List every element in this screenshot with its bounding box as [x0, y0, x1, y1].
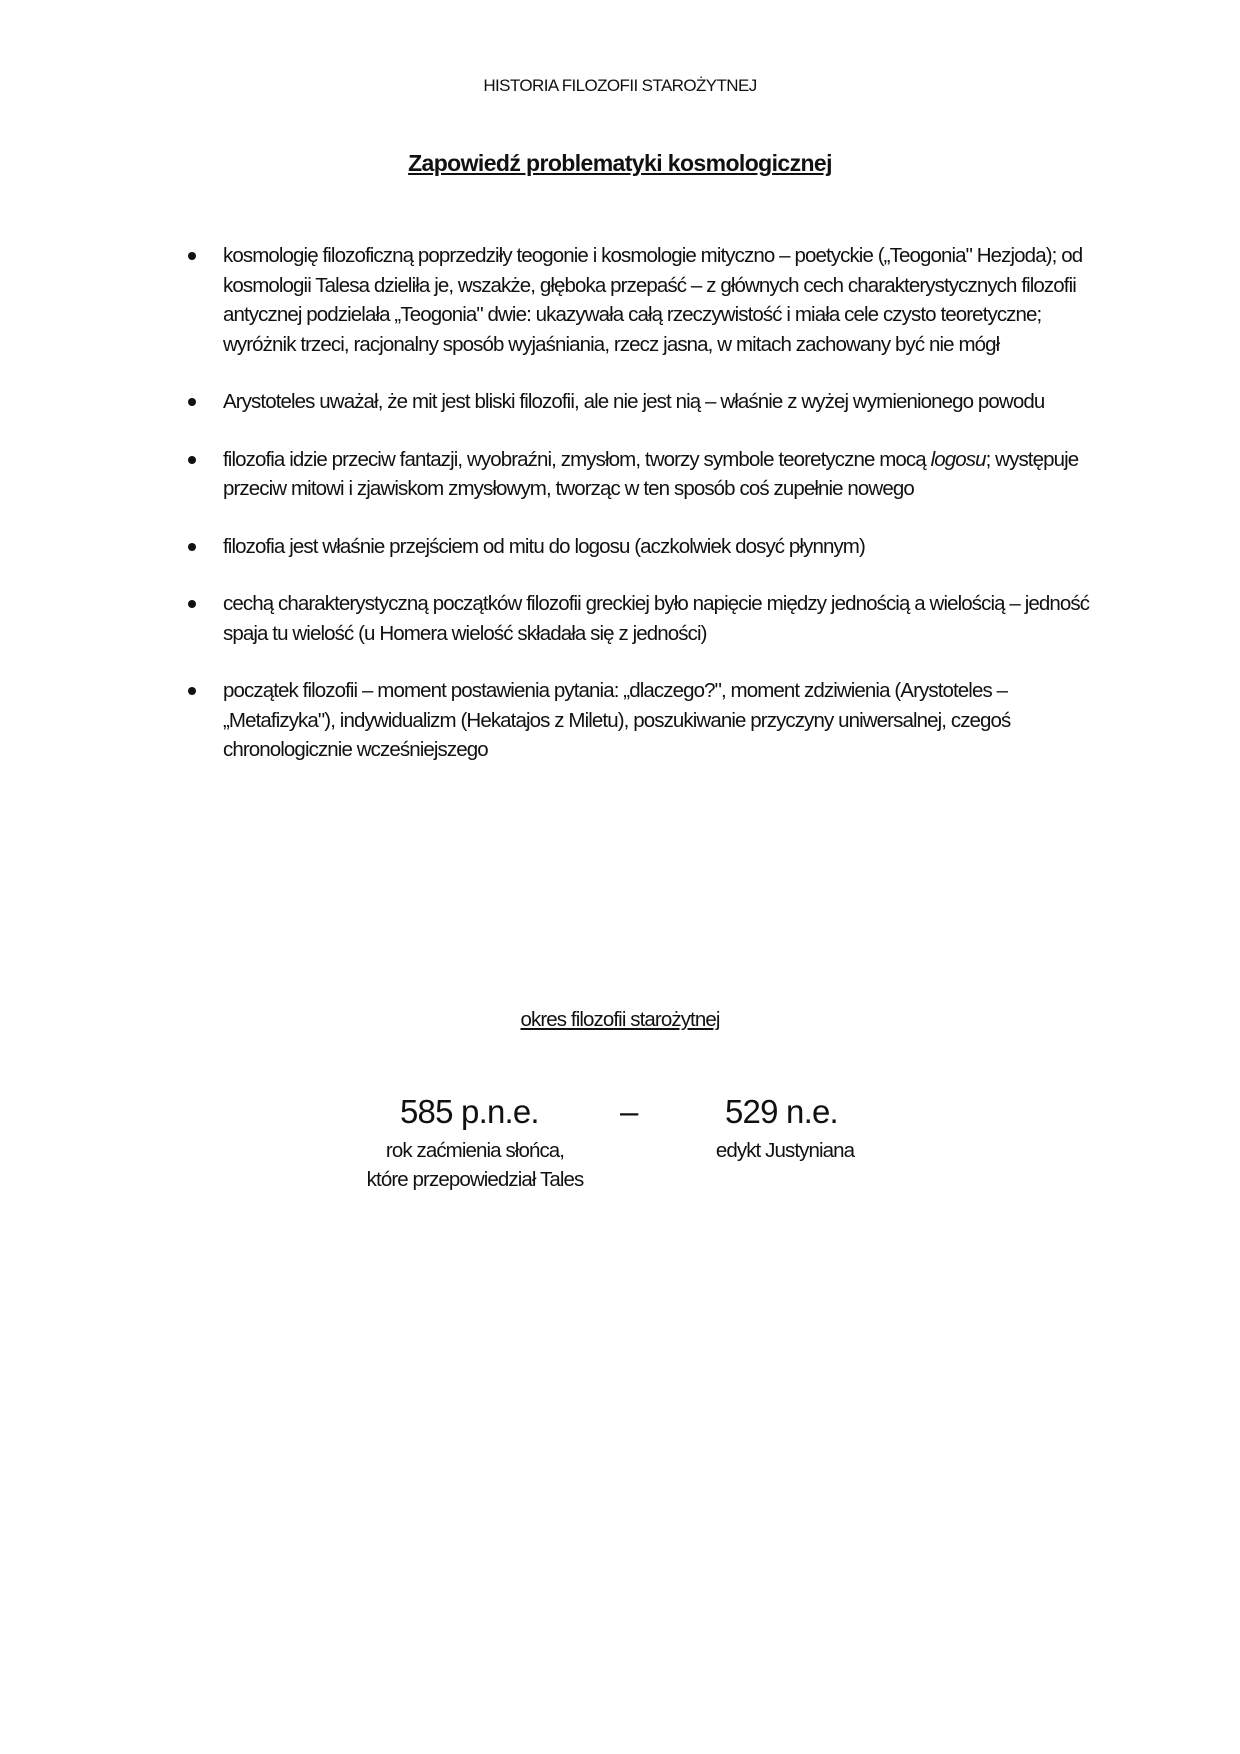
start-date: 585 p.n.e.	[400, 1093, 539, 1130]
list-item	[185, 589, 1105, 648]
bullet-icon	[188, 252, 196, 260]
list-item-text: cechą charakterystyczną początków filozofii greckiej było napięcie między jednością a wielością – jedność spaja tu wielość (u Homera wielość składała się z jedności)	[223, 592, 1090, 645]
running-header: HISTORIA FILOZOFII STAROŻYTNEJ	[483, 76, 757, 95]
list-item	[185, 241, 1105, 359]
list-item	[185, 676, 1105, 765]
bullet-icon	[188, 600, 196, 608]
date-separator: –	[620, 1093, 639, 1130]
start-date-caption	[340, 1136, 610, 1194]
start-caption-line1: rok zaćmienia słońca,	[385, 1139, 565, 1162]
list-item-text: filozofia jest właśnie przejściem od mitu do logosu (aczkolwiek dosyć płynnym)	[223, 534, 865, 558]
bullet-icon	[188, 398, 196, 406]
list-item-text: początek filozofii – moment postawienia pytania: „dlaczego?", moment zdziwienia (Arystoteles – „Metafizyka"), indywidualizm (Hekatajos z Miletu), poszukiwanie przyczyny uniwersalnej, czegoś chronologicznie wcześniejszego	[223, 679, 1011, 761]
list-item	[185, 445, 1105, 504]
list-item-text: Arystoteles uważał, że mit jest bliski filozofii, ale nie jest nią – właśnie z wyżej wymienionego powodu	[223, 390, 1045, 413]
list-item-text-before: filozofia idzie przeciw fantazji, wyobraźni, zmysłom, tworzy symbole teoretyczne mocą	[223, 447, 931, 471]
end-date-caption: edykt Justyniana	[715, 1139, 855, 1162]
document-title: Zapowiedź problematyki kosmologicznej	[408, 150, 832, 176]
list-item	[185, 387, 1105, 417]
end-date: 529 n.e.	[725, 1093, 838, 1130]
period-label: okres filozofii starożytnej	[520, 1008, 720, 1031]
bullet-icon	[188, 543, 196, 551]
start-caption-line2: które przepowiedział Tales	[366, 1168, 584, 1191]
bullet-icon	[188, 456, 196, 464]
italic-term: logosu	[930, 447, 986, 471]
list-item-text: kosmologię filozoficzną poprzedziły teogonie i kosmologie mityczno – poetyckie („Teogonia" Hezjoda); od kosmologii Talesa dzieliła je, wszakże, głęboka przepaść – z głównych cech charakterystycznych filozofii antycznej podzielała „Teogonia" dwie: ukazywała całą rzeczywistość i miała cele czysto teoretyczne; wyróżnik trzeci, racjonalny sposób wyjaśniania, rzecz jasna, w mitach zachowany być nie mógł	[223, 244, 1083, 356]
list-item-text-after: ; występuje przeciw mitowi i zjawiskom zmysłowym, tworząc w ten sposób coś zupełnie nowego	[223, 447, 1079, 500]
bullet-icon	[188, 687, 196, 695]
list-item	[185, 532, 1105, 562]
bullet-list	[185, 241, 1105, 793]
